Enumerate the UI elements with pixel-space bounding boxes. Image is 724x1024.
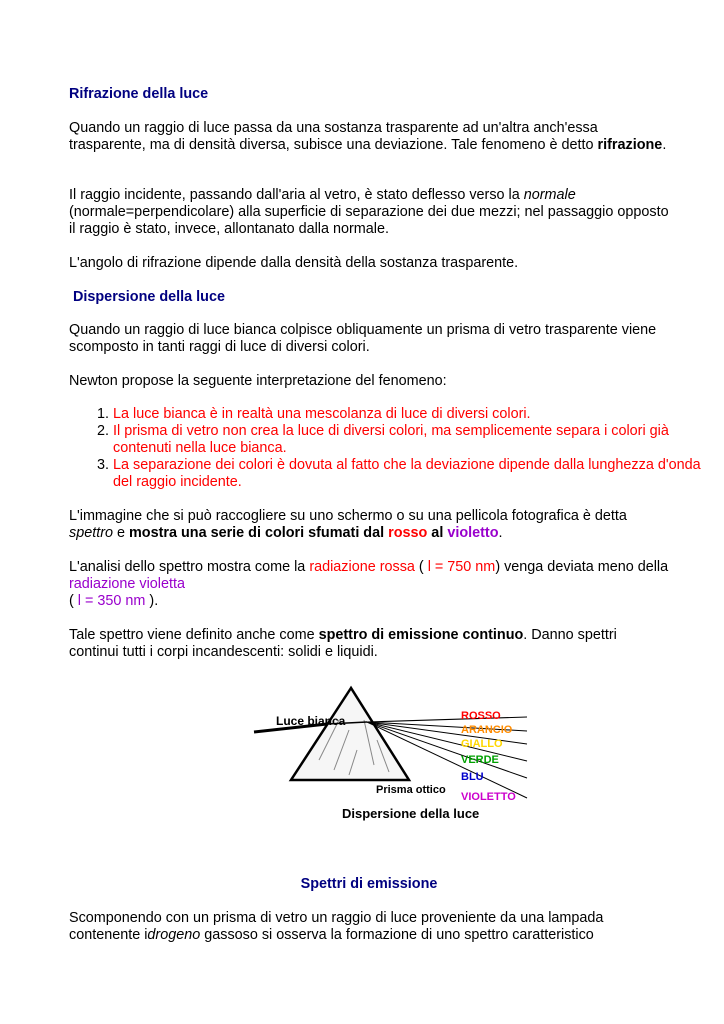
term-spettro-emissione-continuo: spettro di emissione continuo	[318, 627, 524, 643]
list-item-text: Il prisma di vetro non crea la luce di diversi colori, ma semplicemente separa i colori già contenuti nella luce bianca.	[113, 423, 669, 456]
paragraph-luce-bianca: Quando un raggio di luce bianca colpisce obliquamente un prisma di vetro trasparente viene scomposto in tanti raggi di luce di diversi colori.	[69, 322, 657, 355]
text: e	[113, 525, 129, 541]
section-title-dispersione: Dispersione della luce	[73, 289, 225, 305]
paragraph-rifrazione-definition	[69, 120, 669, 154]
text: Tale spettro viene definito anche come	[69, 627, 319, 643]
ray-rosso	[367, 717, 527, 722]
paragraph-spettro	[69, 508, 669, 542]
list-item	[113, 423, 713, 457]
term-normale: normale	[523, 187, 576, 203]
term-violetto: violetto	[447, 525, 499, 541]
paragraph-idrogeno	[69, 910, 669, 944]
paragraph-emissione-continuo	[69, 627, 669, 661]
text: Il raggio incidente, passando dall'aria al vetro, è stato deflesso verso la	[69, 187, 524, 203]
label-luce-bianca: Luce bianca	[276, 714, 346, 728]
prism-dispersion-figure	[199, 680, 529, 830]
text: .	[662, 137, 667, 153]
text: Quando un raggio di luce passa da una sostanza trasparente ad un'altra anch'essa trasparente, ma di densità diversa, subisce una deviazione. Tale fenomeno è detto	[69, 120, 598, 153]
paragraph-analisi	[69, 559, 669, 610]
term-radiazione-violetta: radiazione violetta	[69, 576, 185, 592]
text: gassoso si osserva la formazione di uno spettro caratteristico	[200, 927, 594, 943]
color-label-blu: BLU	[461, 771, 484, 783]
text: . Danno spettri continui tutti i corpi incandescenti: solidi e liquidi.	[69, 627, 617, 660]
wavelength-750: l = 750 nm	[427, 559, 496, 575]
text: L'analisi dello spettro mostra come la	[69, 559, 310, 575]
text: (	[69, 593, 78, 609]
term-rosso: rosso	[388, 525, 428, 541]
term-spettro: spettro	[69, 525, 113, 541]
list-item-text: La luce bianca è in realtà una mescolanza di luce di diversi colori.	[113, 406, 531, 422]
list-item	[113, 406, 713, 423]
section-title-rifrazione: Rifrazione della luce	[69, 86, 209, 102]
list-item-text: La separazione dei colori è dovuta al fatto che la deviazione dipende dalla lunghezza d'onda del raggio incidente.	[113, 457, 701, 490]
paragraph-newton: Newton propose la seguente interpretazione del fenomeno:	[69, 373, 447, 389]
wavelength-350: l = 350 nm	[77, 593, 146, 609]
newton-list	[69, 406, 713, 491]
text-bold: mostra una serie di colori sfumati dal	[129, 525, 389, 541]
list-item	[113, 457, 713, 491]
text: (	[414, 559, 428, 575]
color-label-arancio: ARANCIO	[461, 724, 513, 736]
term-radiazione-rossa: radiazione rossa	[309, 559, 415, 575]
text: ) venga deviata meno della	[495, 559, 669, 575]
text: ).	[145, 593, 159, 609]
label-prisma-ottico: Prisma ottico	[376, 784, 446, 796]
color-label-giallo: GIALLO	[461, 738, 503, 750]
text: Scomponendo con un prisma di vetro un raggio di luce proveniente da una lampada contenente i	[69, 910, 604, 943]
term-idrogeno: drogeno	[147, 927, 201, 943]
color-label-rosso: ROSSO	[461, 710, 501, 722]
color-label-verde: VERDE	[461, 754, 499, 766]
text: .	[498, 525, 503, 541]
color-label-violetto: VIOLETTO	[461, 791, 516, 803]
text: L'immagine che si può raccogliere su uno schermo o su una pellicola fotografica è detta	[69, 508, 627, 524]
text-bold: al	[427, 525, 448, 541]
section-title-spettri-emissione: Spettri di emissione	[300, 876, 438, 892]
term-rifrazione: rifrazione	[597, 137, 663, 153]
paragraph-raggio-incidente	[69, 187, 669, 238]
text: (normale=perpendicolare) alla superficie di separazione dei due mezzi; nel passaggio opposto il raggio è stato, invece, allontanato dalla normale.	[69, 204, 669, 237]
figure-caption: Dispersione della luce	[342, 806, 480, 821]
paragraph-angolo: L'angolo di rifrazione dipende dalla densità della sostanza trasparente.	[69, 255, 519, 271]
